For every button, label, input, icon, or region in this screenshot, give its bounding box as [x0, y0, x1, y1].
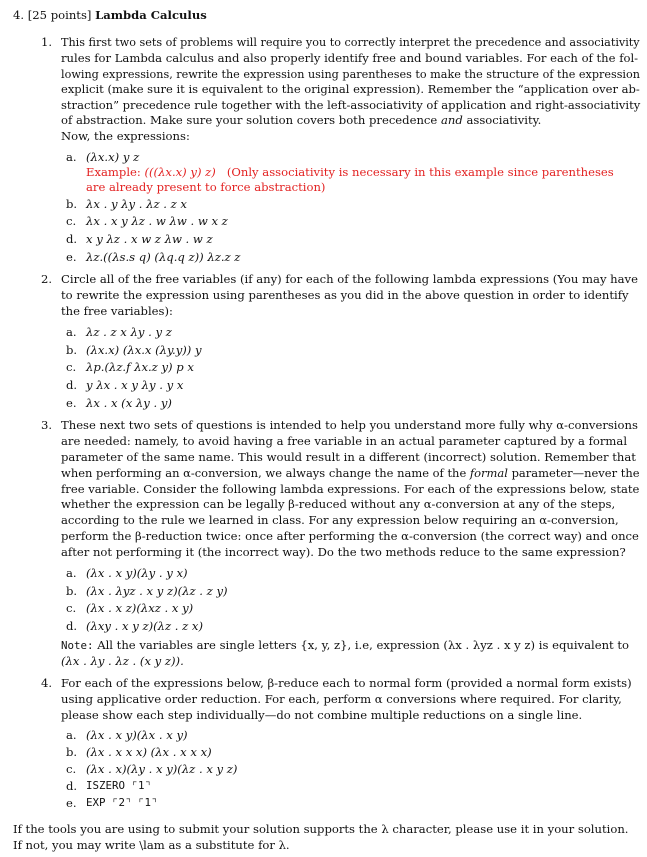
q3-text-line [61, 466, 640, 480]
q4-number: 4. [41, 676, 53, 690]
q4-item-label: b. [66, 745, 78, 759]
q1-item-expr: x y λz . x w z λw . w z [86, 232, 213, 246]
q4-item-expr: (λx . x)(λy . x y)(λz . x y z) [86, 762, 238, 776]
q1-example-expr: (((λx.x) y) z) [144, 165, 216, 179]
problem-number: 4. [13, 8, 25, 22]
q3-text-line: according to the rule we learned in class. For any expression below requiring an α-conversion, [61, 513, 619, 527]
q1-item-label: e. [66, 250, 77, 264]
q1-text-line: straction” precedence rule together with the left-associativity of application and right-associativity [61, 98, 641, 112]
q3-item-expr: (λxy . x y z)(λz . z x) [86, 619, 203, 633]
q3-number: 3. [41, 418, 53, 432]
q3-note-text: (λx . λy . λz . (x y z)). [61, 654, 184, 668]
q3-note-label: Note: [61, 639, 94, 652]
q4-item-label: e. [66, 796, 77, 810]
q1-text-line: explicit (make sure it is equivalent to the original expression). Remember the “application over ab- [61, 82, 640, 96]
q2-item-expr: λx . x (x λy . y) [86, 396, 172, 410]
q3-text-line: perform the β-reduction twice: once after performing the α-conversion (the correct way) and once [61, 529, 639, 543]
q3-item-label: a. [66, 566, 77, 580]
q4-item-expr: ISZERO ⌜1⌝ [86, 779, 152, 792]
q4-item-label: a. [66, 728, 77, 742]
q1-emphasis: and [440, 113, 463, 127]
q1-item-label: c. [66, 214, 77, 228]
q2-item-label: b. [66, 343, 78, 357]
q4-item-expr: (λx . x y)(λx . x y) [86, 728, 188, 742]
q1-now-line: Now, the expressions: [61, 129, 190, 143]
q1-item-label: d. [66, 232, 78, 246]
q2-text-line: the free variables): [61, 304, 173, 318]
q3-item-expr: (λx . λyz . x y z)(λz . z y) [86, 584, 228, 598]
q4-text-line: For each of the expressions below, β-reduce each to normal form (provided a normal form exists) [61, 676, 632, 690]
q1-item-expr: λx . y λy . λz . z x [86, 197, 187, 211]
q3-text-line: These next two sets of questions is intended to help you understand more fully why α-conversions [61, 418, 638, 432]
problem-title: Lambda Calculus [95, 8, 207, 22]
q4-item-expr: (λx . x x x) (λx . x x x) [86, 745, 212, 759]
q2-item-expr: y λx . x y λy . y x [86, 378, 184, 392]
q2-item-label: d. [66, 378, 78, 392]
q4-item-label: c. [66, 762, 77, 776]
q1-text-line: lowing expressions, rewrite the expression using parentheses to make the structure of the expression [61, 67, 640, 81]
problem-header [13, 8, 207, 22]
q2-number: 2. [41, 272, 53, 286]
q4-text-line: using applicative order reduction. For each, perform α conversions where required. For clarity, [61, 692, 622, 706]
q1-text-line: rules for Lambda calculus and also properly identify free and bound variables. For each of the fol- [61, 51, 639, 65]
q1-text-segment: associativity. [466, 113, 542, 127]
q3-text-line: whether the expression can be legally β-reduced without any α-conversion at any of the steps, [61, 497, 616, 511]
q1-number: 1. [41, 35, 53, 49]
q3-note-line [61, 638, 629, 653]
q2-item-expr: (λx.x) (λx.x (λy.y)) y [86, 343, 202, 357]
q3-item-label: d. [66, 619, 78, 633]
footer-line: If not, you may write \lam as a substitute for λ. [13, 838, 290, 852]
q1-text-line: This first two sets of problems will require you to correctly interpret the precedence and associativity [61, 35, 640, 49]
q3-item-expr: (λx . x y)(λy . y x) [86, 566, 188, 580]
q2-item-label: c. [66, 360, 77, 374]
q3-item-label: c. [66, 601, 77, 615]
q1-example-note: are already present to force abstraction) [86, 180, 326, 194]
q3-item-expr: (λx . x z)(λxz . x y) [86, 601, 194, 615]
q3-text-line: free variable. Consider the following lambda expressions. For each of the expressions below, state [61, 482, 640, 496]
footer-line: If the tools you are using to submit your solution supports the λ character, please use it in your solution. [13, 822, 629, 836]
q1-text-segment: of abstraction. Make sure your solution covers both precedence [61, 113, 438, 127]
q3-text-segment: parameter—never the [511, 466, 640, 480]
q1-item-expr: λx . x y λz . w λw . w x z [86, 214, 228, 228]
q1-item-label: a. [66, 150, 77, 164]
q3-item-label: b. [66, 584, 78, 598]
q1-example-line [86, 165, 614, 179]
q2-item-expr: λp.(λz.f λx.z y) p x [86, 360, 194, 374]
q3-note-text: All the variables are single letters {x, y, z}, i.e, expression (λx . λyz . x y z) is equivalent to [97, 638, 630, 652]
q1-example-note: (Only associativity is necessary in this example since parentheses [226, 165, 614, 179]
q2-item-label: a. [66, 325, 77, 339]
q3-text-line: are needed: namely, to avoid having a free variable in an actual parameter captured by a formal [61, 434, 628, 448]
q2-item-label: e. [66, 396, 77, 410]
q1-example-label: Example: [86, 165, 141, 179]
q3-text-line: after not performing it (the incorrect way). Do the two methods reduce to the same expression? [61, 545, 626, 559]
q4-item-expr: EXP ⌜2⌝ ⌜1⌝ [86, 796, 158, 809]
q1-item-label: b. [66, 197, 78, 211]
problem-points: [25 points] [27, 8, 92, 22]
q2-item-expr: λz . z x λy . y z [86, 325, 172, 339]
q3-emphasis: formal [469, 466, 508, 480]
q1-item-expr: λz.((λs.s q) (λq.q z)) λz.z z [86, 250, 241, 264]
q4-text-line: please show each step individually—do not combine multiple reductions on a single line. [61, 708, 583, 722]
q2-text-line: Circle all of the free variables (if any) for each of the following lambda expressions (You may have [61, 272, 638, 286]
q4-item-label: d. [66, 779, 78, 793]
q1-text-line [61, 113, 541, 127]
q3-text-line: parameter of the same name. This would result in a different (incorrect) solution. Remember that [61, 450, 636, 464]
q3-text-segment: when performing an α-conversion, we always change the name of the [61, 466, 467, 480]
q1-item-expr: (λx.x) y z [86, 150, 140, 164]
q2-text-line: to rewrite the expression using parentheses as you did in the above question in order to identify [61, 288, 629, 302]
